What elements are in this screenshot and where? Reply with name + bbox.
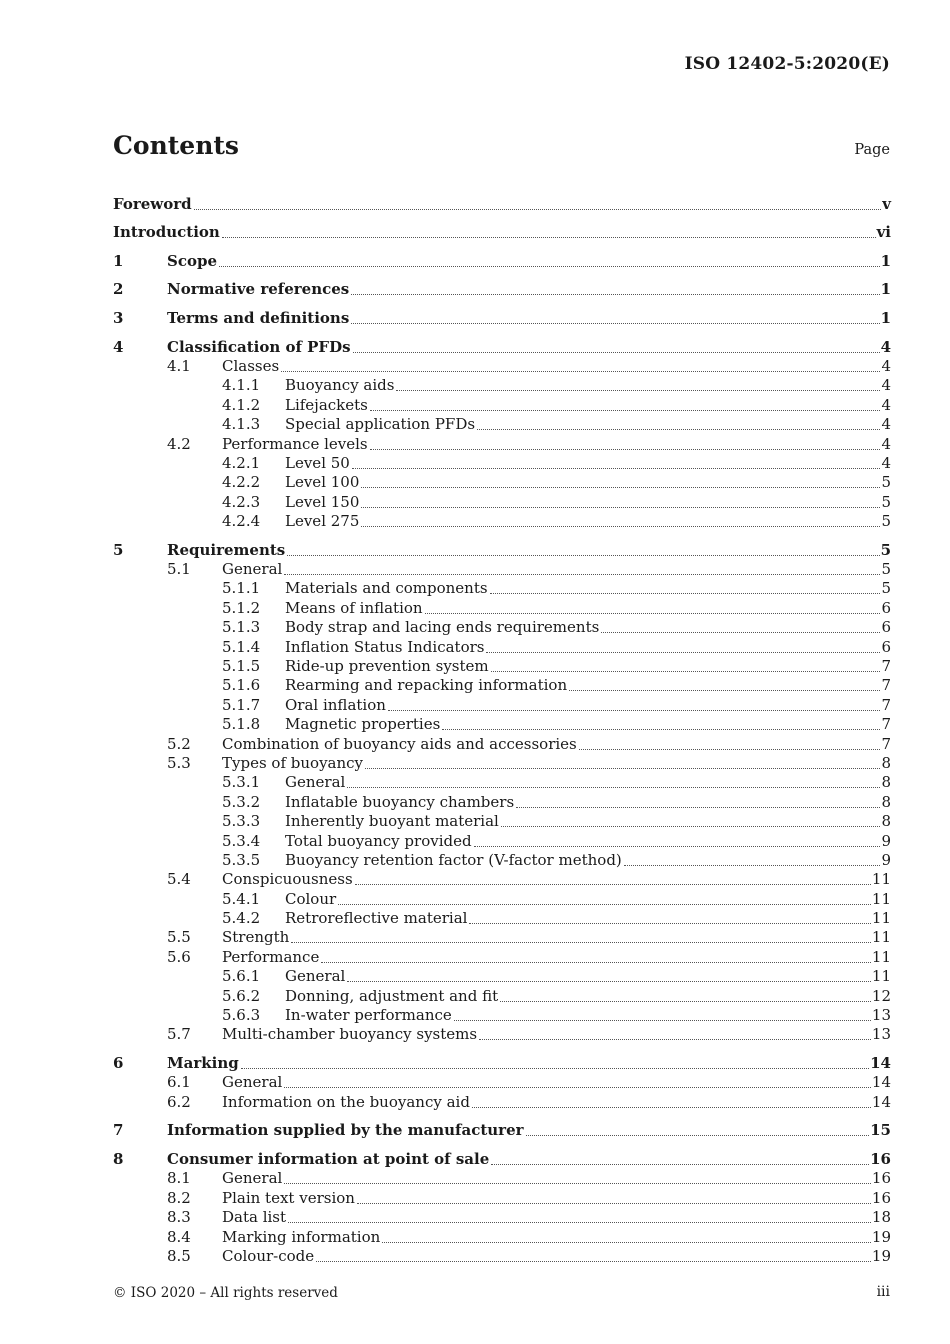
- toc-entry-number: 5.1.7: [222, 695, 261, 714]
- dot-leader: [284, 1087, 871, 1088]
- dot-leader: [291, 942, 871, 943]
- toc-entry[interactable]: [113, 754, 891, 773]
- toc-entry-page: 13: [871, 1025, 891, 1044]
- toc-entry-title: Level 150: [285, 492, 360, 511]
- toc-entry-title: Donning, adjustment and fit: [285, 986, 499, 1005]
- toc-entry-number: 6: [113, 1054, 124, 1073]
- toc-entry-page: 7: [881, 715, 891, 734]
- dot-leader: [370, 449, 881, 450]
- toc-entry-title: General: [222, 1169, 283, 1188]
- dot-leader: [501, 826, 881, 827]
- dot-leader: [321, 962, 871, 963]
- toc-entry-title: Information supplied by the manufacturer: [167, 1121, 524, 1140]
- toc-entry-number: 5.3.4: [222, 831, 261, 850]
- toc-entry-number: 5.3: [167, 753, 191, 772]
- toc-entry-page: 16: [871, 1169, 891, 1188]
- dot-leader: [284, 1183, 871, 1184]
- dot-leader: [396, 390, 880, 391]
- toc-entry[interactable]: [113, 986, 891, 1005]
- toc-entry[interactable]: [113, 695, 891, 714]
- toc-entry-page: 8: [881, 812, 891, 831]
- toc-entry-title: Plain text version: [222, 1188, 355, 1207]
- toc-entry-number: 4.1.1: [222, 376, 261, 395]
- toc-entry-number: 5.1.4: [222, 637, 261, 656]
- toc-entry-title: Marking information: [222, 1227, 381, 1246]
- dot-leader: [491, 671, 881, 672]
- toc-entry-page: 7: [881, 676, 891, 695]
- toc-entry-title: Marking: [167, 1054, 239, 1073]
- dot-leader: [281, 371, 880, 372]
- copyright-notice: © ISO 2020 – All rights reserved: [113, 1285, 338, 1301]
- toc-entry-page: 4: [880, 337, 891, 356]
- toc-entry-page: 5: [881, 560, 891, 579]
- dot-leader: [624, 865, 881, 866]
- toc-entry-number: 8.2: [167, 1188, 191, 1207]
- toc-entry-title: Requirements: [167, 540, 286, 559]
- toc-entry-title: Types of buoyancy: [222, 753, 364, 772]
- dot-leader: [351, 294, 879, 295]
- toc-entry-title: Strength: [222, 928, 290, 947]
- dot-leader: [338, 904, 871, 905]
- toc-entry-page: 4: [881, 376, 891, 395]
- toc-entry[interactable]: [113, 242, 891, 271]
- toc-entry-page: v: [882, 194, 891, 213]
- toc-entry-page: 4: [881, 395, 891, 414]
- toc-entry[interactable]: [113, 473, 891, 492]
- toc-entry-number: 5.4.1: [222, 889, 261, 908]
- dot-leader: [579, 749, 881, 750]
- toc-entry-page: 1: [880, 308, 891, 327]
- toc-entry-title: Rearming and repacking information: [285, 676, 568, 695]
- toc-entry[interactable]: [113, 299, 891, 328]
- toc-entry-number: 5.3.5: [222, 850, 261, 869]
- toc-entry-page: 5: [880, 540, 891, 559]
- toc-entry[interactable]: [113, 1140, 891, 1169]
- toc-entry-page: 4: [881, 434, 891, 453]
- toc-entry-title: Conspicuousness: [222, 870, 353, 889]
- toc-entry[interactable]: [113, 1025, 891, 1044]
- toc-entry[interactable]: [113, 618, 891, 637]
- toc-entry-page: vi: [876, 223, 891, 242]
- toc-entry-number: 5.3.2: [222, 792, 261, 811]
- toc-entry-title: Buoyancy retention factor (V-factor method): [285, 850, 622, 869]
- toc-entry[interactable]: [113, 1092, 891, 1111]
- toc-entry-title: General: [285, 773, 346, 792]
- toc-entry-number: 5.4: [167, 870, 191, 889]
- toc-entry-number: 5.6.2: [222, 986, 261, 1005]
- toc-entry-page: 9: [881, 850, 891, 869]
- toc-entry-title: Multi-chamber buoyancy systems: [222, 1025, 478, 1044]
- toc-entry-title: Information on the buoyancy aid: [222, 1092, 470, 1111]
- toc-entry-number: 4.2.2: [222, 473, 261, 492]
- toc-entry[interactable]: [113, 928, 891, 947]
- toc-entry[interactable]: [113, 909, 891, 928]
- toc-entry[interactable]: [113, 1247, 891, 1266]
- toc-entry-title: Ride-up prevention system: [285, 657, 489, 676]
- dot-leader: [500, 1001, 871, 1002]
- toc-entry-page: 16: [871, 1188, 891, 1207]
- toc-entry-page: 14: [870, 1054, 891, 1073]
- toc-entry[interactable]: [113, 773, 891, 792]
- toc-entry[interactable]: [113, 598, 891, 617]
- dot-leader: [486, 652, 880, 653]
- toc-entry-page: 12: [871, 986, 891, 1005]
- table-of-contents: [113, 185, 891, 1266]
- toc-entry[interactable]: [113, 676, 891, 695]
- dot-leader: [355, 884, 871, 885]
- toc-entry[interactable]: [113, 1169, 891, 1188]
- toc-entry-title: Colour-code: [222, 1246, 315, 1265]
- toc-entry[interactable]: [113, 734, 891, 753]
- toc-entry-title: Normative references: [167, 280, 350, 299]
- dot-leader: [361, 526, 880, 527]
- toc-entry-title: Inflation Status Indicators: [285, 637, 485, 656]
- dot-leader: [490, 593, 881, 594]
- toc-entry-number: 8.5: [167, 1246, 191, 1265]
- toc-entry-title: Introduction: [113, 223, 220, 242]
- dot-leader: [477, 429, 880, 430]
- toc-entry[interactable]: [113, 415, 891, 434]
- toc-entry-title: Special application PFDs: [285, 415, 476, 434]
- toc-entry-page: 13: [871, 1006, 891, 1025]
- toc-entry-page: 1: [880, 251, 891, 270]
- toc-entry-number: 1: [113, 251, 124, 270]
- dot-leader: [357, 1203, 871, 1204]
- dot-leader: [491, 1164, 869, 1165]
- dot-leader: [316, 1261, 871, 1262]
- dot-leader: [454, 1020, 871, 1021]
- toc-entry-page: 4: [881, 356, 891, 375]
- toc-entry[interactable]: [113, 657, 891, 676]
- toc-entry-number: 5.1: [167, 560, 191, 579]
- toc-entry[interactable]: [113, 1227, 891, 1246]
- toc-entry-page: 1: [880, 280, 891, 299]
- toc-entry[interactable]: [113, 637, 891, 656]
- dot-leader: [365, 768, 880, 769]
- toc-entry[interactable]: [113, 967, 891, 986]
- toc-entry-number: 5.1.2: [222, 598, 261, 617]
- toc-entry-number: 7: [113, 1121, 124, 1140]
- dot-leader: [222, 237, 876, 238]
- dot-leader: [442, 729, 880, 730]
- toc-entry-page: 5: [881, 473, 891, 492]
- toc-entry[interactable]: [113, 454, 891, 473]
- toc-entry-page: 11: [871, 889, 891, 908]
- dot-leader: [288, 1222, 871, 1223]
- dot-leader: [352, 468, 881, 469]
- toc-entry[interactable]: [113, 1112, 891, 1141]
- toc-entry-number: 5.2: [167, 734, 191, 753]
- dot-leader: [472, 1107, 871, 1108]
- dot-leader: [284, 574, 880, 575]
- toc-entry-title: Combination of buoyancy aids and accessories: [222, 734, 577, 753]
- toc-entry-number: 8.1: [167, 1169, 191, 1188]
- toc-entry-number: 6.1: [167, 1073, 191, 1092]
- toc-entry-title: In-water performance: [285, 1006, 452, 1025]
- dot-leader: [351, 323, 879, 324]
- toc-entry-title: Level 50: [285, 453, 350, 472]
- toc-entry-number: 4.2.3: [222, 492, 261, 511]
- toc-entry-number: 5.6: [167, 947, 191, 966]
- toc-entry[interactable]: [113, 1006, 891, 1025]
- dot-leader: [347, 981, 871, 982]
- dot-leader: [469, 923, 870, 924]
- toc-entry[interactable]: [113, 185, 891, 214]
- dot-leader: [601, 632, 880, 633]
- toc-entry[interactable]: [113, 715, 891, 734]
- toc-entry-page: 11: [871, 947, 891, 966]
- dot-leader: [347, 787, 880, 788]
- toc-entry[interactable]: [113, 492, 891, 511]
- toc-entry[interactable]: [113, 579, 891, 598]
- toc-entry-number: 5.1.5: [222, 657, 261, 676]
- dot-leader: [219, 266, 880, 267]
- toc-entry-page: 8: [881, 792, 891, 811]
- toc-entry-title: Data list: [222, 1208, 287, 1227]
- toc-entry-page: 5: [881, 492, 891, 511]
- contents-title: Contents: [113, 131, 240, 160]
- toc-entry-page: 14: [871, 1092, 891, 1111]
- toc-entry-number: 5.4.2: [222, 909, 261, 928]
- toc-entry[interactable]: [113, 831, 891, 850]
- toc-entry-title: General: [222, 1073, 283, 1092]
- toc-entry-number: 4.2.1: [222, 453, 261, 472]
- toc-entry[interactable]: [113, 376, 891, 395]
- toc-entry-number: 5.6.1: [222, 967, 261, 986]
- toc-entry-title: Foreword: [113, 194, 192, 213]
- toc-entry-number: 4.1: [167, 356, 191, 375]
- toc-entry[interactable]: [113, 395, 891, 414]
- toc-entry-title: Level 100: [285, 473, 360, 492]
- toc-entry-title: Performance levels: [222, 434, 368, 453]
- dot-leader: [194, 209, 882, 210]
- toc-entry-number: 4: [113, 337, 124, 356]
- toc-entry[interactable]: [113, 434, 891, 453]
- toc-entry-number: 5.7: [167, 1025, 191, 1044]
- toc-entry-number: 5.3.1: [222, 773, 261, 792]
- toc-entry-title: Scope: [167, 251, 218, 270]
- toc-entry[interactable]: [113, 1044, 891, 1073]
- dot-leader: [479, 1039, 871, 1040]
- dot-leader: [425, 613, 881, 614]
- toc-entry-title: Total buoyancy provided: [285, 831, 472, 850]
- toc-entry-number: 5.1.3: [222, 618, 261, 637]
- toc-entry-page: 7: [881, 657, 891, 676]
- toc-entry-number: 2: [113, 280, 124, 299]
- toc-entry-page: 18: [871, 1208, 891, 1227]
- toc-entry-page: 11: [871, 909, 891, 928]
- toc-entry-number: 4.2.4: [222, 512, 261, 531]
- toc-entry-number: 6.2: [167, 1092, 191, 1111]
- toc-entry-title: Magnetic properties: [285, 715, 441, 734]
- toc-entry-page: 11: [871, 967, 891, 986]
- toc-entry[interactable]: [113, 357, 891, 376]
- toc-entry-page: 4: [881, 453, 891, 472]
- page-number: iii: [876, 1284, 890, 1300]
- toc-entry-title: Inherently buoyant material: [285, 812, 499, 831]
- toc-entry-number: 4.2: [167, 434, 191, 453]
- toc-entry-title: Inflatable buoyancy chambers: [285, 792, 515, 811]
- toc-entry-title: Terms and definitions: [167, 308, 350, 327]
- toc-entry[interactable]: [113, 328, 891, 357]
- toc-entry-number: 4.1.2: [222, 395, 261, 414]
- toc-entry-page: 19: [871, 1227, 891, 1246]
- toc-entry[interactable]: [113, 560, 891, 579]
- toc-entry[interactable]: [113, 792, 891, 811]
- dot-leader: [526, 1135, 870, 1136]
- dot-leader: [287, 555, 879, 556]
- toc-entry-page: 9: [881, 831, 891, 850]
- dot-leader: [569, 690, 880, 691]
- dot-leader: [241, 1068, 869, 1069]
- toc-entry-page: 7: [881, 695, 891, 714]
- toc-entry-title: Level 275: [285, 512, 360, 531]
- document-id: ISO 12402-5:2020(E): [684, 54, 890, 74]
- toc-entry[interactable]: [113, 1188, 891, 1207]
- toc-entry-number: 5.5: [167, 928, 191, 947]
- toc-entry-page: 8: [881, 753, 891, 772]
- toc-entry-title: Buoyancy aids: [285, 376, 395, 395]
- dot-leader: [353, 352, 880, 353]
- toc-entry[interactable]: [113, 870, 891, 889]
- toc-entry-page: 15: [870, 1121, 891, 1140]
- toc-entry-title: Means of inflation: [285, 598, 423, 617]
- toc-entry-page: 7: [881, 734, 891, 753]
- dot-leader: [370, 410, 881, 411]
- page-column-label: Page: [854, 142, 890, 158]
- toc-entry-page: 19: [871, 1246, 891, 1265]
- toc-entry-number: 8.4: [167, 1227, 191, 1246]
- toc-entry-title: Performance: [222, 947, 320, 966]
- toc-entry-page: 6: [881, 637, 891, 656]
- toc-entry[interactable]: [113, 214, 891, 243]
- toc-entry[interactable]: [113, 1208, 891, 1227]
- toc-entry-title: Classification of PFDs: [167, 337, 351, 356]
- toc-entry-number: 5.1.1: [222, 579, 261, 598]
- toc-entry-page: 16: [870, 1150, 891, 1168]
- dot-leader: [388, 710, 881, 711]
- toc-entry-number: 8: [113, 1150, 124, 1168]
- toc-entry[interactable]: [113, 947, 891, 966]
- toc-entry-page: 5: [881, 512, 891, 531]
- toc-entry-title: Lifejackets: [285, 395, 368, 414]
- toc-entry-number: 3: [113, 308, 124, 327]
- toc-entry-number: 5.6.3: [222, 1006, 261, 1025]
- toc-entry-title: Colour: [285, 889, 337, 908]
- toc-entry-number: 4.1.3: [222, 415, 261, 434]
- toc-entry[interactable]: [113, 812, 891, 831]
- toc-entry-page: 11: [871, 870, 891, 889]
- toc-entry-number: 5: [113, 540, 124, 559]
- toc-entry-title: Oral inflation: [285, 695, 386, 714]
- toc-entry-number: 8.3: [167, 1208, 191, 1227]
- toc-entry-page: 8: [881, 773, 891, 792]
- toc-entry-page: 5: [881, 579, 891, 598]
- dot-leader: [361, 487, 880, 488]
- toc-entry-title: Body strap and lacing ends requirements: [285, 618, 600, 637]
- toc-entry[interactable]: [113, 1073, 891, 1092]
- toc-entry[interactable]: [113, 889, 891, 908]
- toc-entry-page: 11: [871, 928, 891, 947]
- dot-leader: [382, 1242, 871, 1243]
- toc-entry[interactable]: [113, 531, 891, 560]
- toc-entry-page: 6: [881, 618, 891, 637]
- toc-entry-number: 5.1.8: [222, 715, 261, 734]
- toc-entry[interactable]: [113, 512, 891, 531]
- toc-entry-title: General: [285, 967, 346, 986]
- dot-leader: [474, 846, 881, 847]
- toc-entry-page: 6: [881, 598, 891, 617]
- toc-entry-title: Materials and components: [285, 579, 488, 598]
- toc-entry[interactable]: [113, 271, 891, 300]
- toc-entry-number: 5.3.3: [222, 812, 261, 831]
- toc-entry-title: Retroreflective material: [285, 909, 468, 928]
- toc-entry-title: Consumer information at point of sale: [167, 1150, 490, 1168]
- dot-leader: [516, 807, 880, 808]
- toc-entry-title: General: [222, 560, 283, 579]
- dot-leader: [361, 507, 880, 508]
- toc-entry-page: 14: [871, 1073, 891, 1092]
- toc-entry-page: 4: [881, 415, 891, 434]
- toc-entry-title: Classes: [222, 356, 280, 375]
- toc-entry-number: 5.1.6: [222, 676, 261, 695]
- toc-entry[interactable]: [113, 851, 891, 870]
